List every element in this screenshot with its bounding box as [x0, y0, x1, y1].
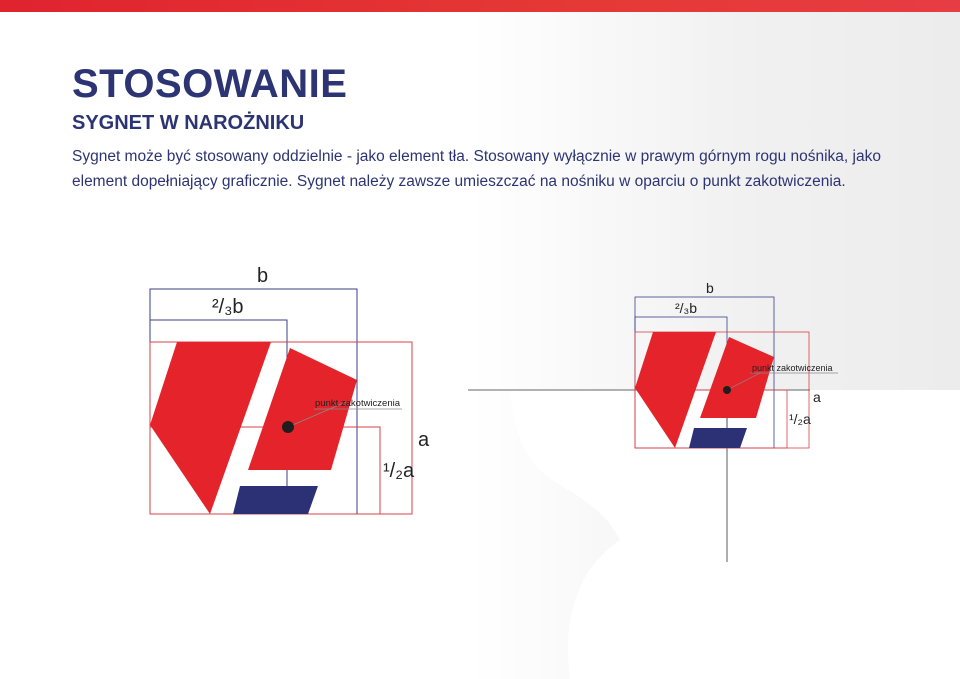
label-half-a: ¹/₂a — [383, 460, 415, 482]
large-diagram — [150, 265, 430, 514]
label-b: b — [706, 280, 714, 296]
label-two-thirds-b: ²/₃b — [675, 300, 698, 316]
label-two-thirds-b: ²/₃b — [212, 296, 244, 318]
label-a: a — [813, 389, 821, 405]
sygnet-bar-shape — [689, 428, 747, 448]
page-title: STOSOWANIE — [72, 62, 348, 106]
sygnet-bar-shape — [233, 486, 318, 514]
label-half-a: ¹/₂a — [789, 411, 811, 427]
label-a: a — [418, 429, 430, 451]
label-anchor: punkt zakotwiczenia — [315, 398, 401, 409]
anchor-point — [723, 386, 731, 394]
page-subtitle: SYGNET W NAROŻNIKU — [72, 112, 305, 134]
label-anchor: punkt zakotwiczenia — [752, 363, 833, 373]
description-text: Sygnet może być stosowany oddzielnie - jako element tła. Stosowany wyłącznie w prawym górnym rogu nośnika, jako element dopełniający graficznie. Sygnet należy zawsze umieszczać na nośniku w oparciu o punkt zakotwiczenia. — [72, 148, 881, 190]
label-b: b — [257, 265, 269, 287]
anchor-point — [282, 421, 294, 433]
